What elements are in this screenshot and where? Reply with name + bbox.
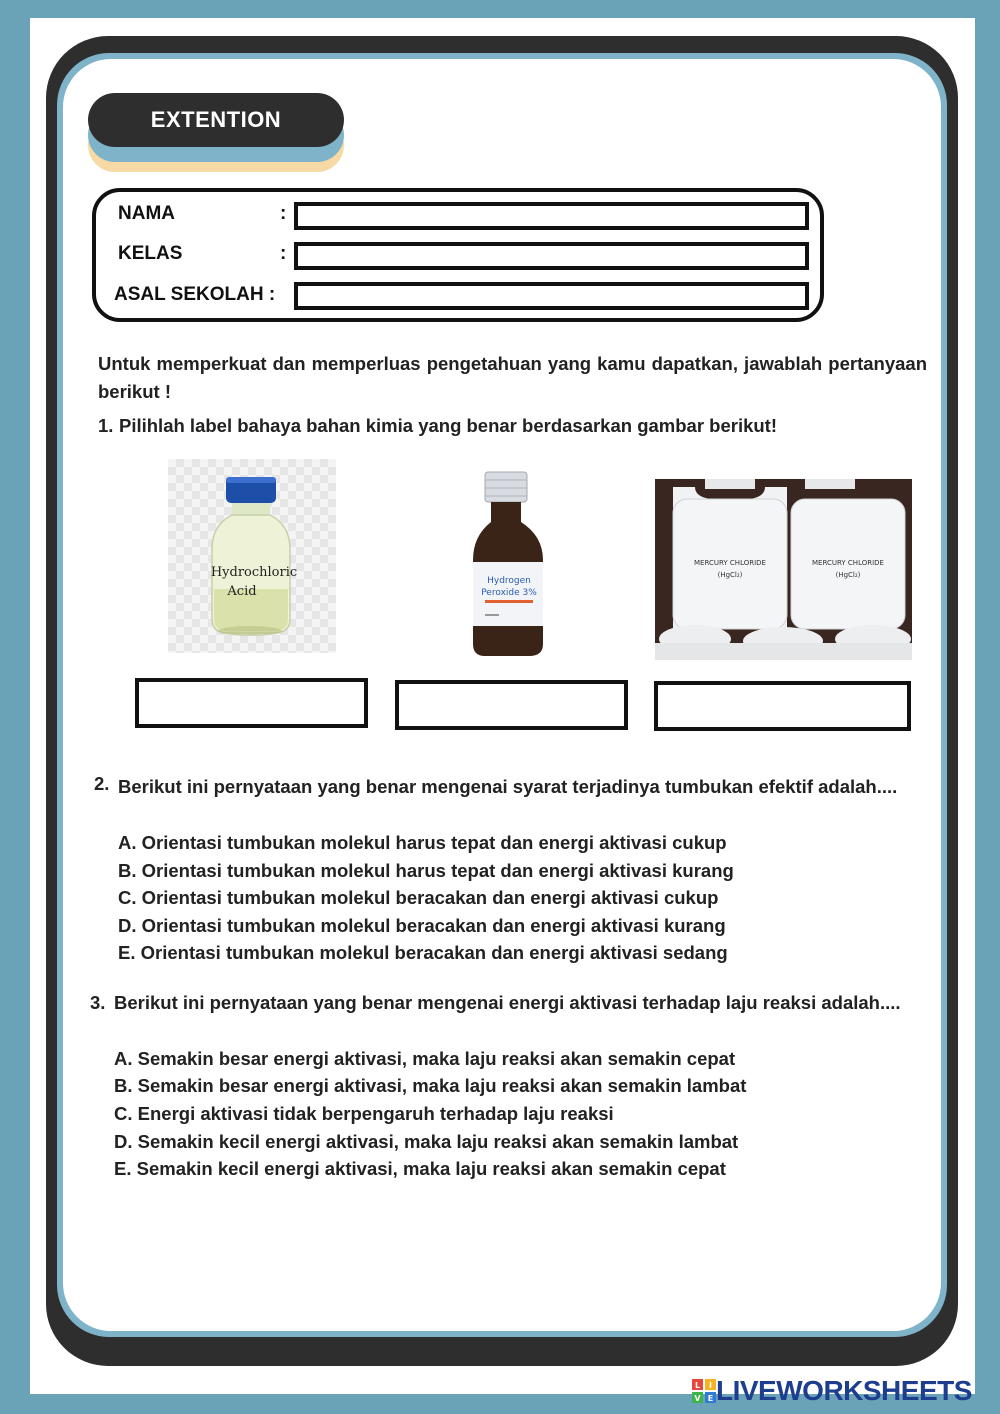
liveworksheets-logo (692, 1374, 972, 1408)
page-title: EXTENTION (88, 93, 344, 147)
q2-option-d[interactable]: D. Orientasi tumbukan molekul beracakan dan energi aktivasi kurang (118, 915, 726, 936)
hcl-label-line1: Hydrochloric (210, 565, 298, 580)
answer-box-peroxide[interactable] (395, 680, 628, 730)
answer-box-hydrochloric[interactable] (135, 678, 368, 728)
hg-label-left-line2: (HgCl₂) (717, 571, 743, 579)
q3-option-c[interactable]: C. Energi aktivasi tidak berpengaruh terhadap laju reaksi (114, 1103, 614, 1124)
school-label: ASAL SEKOLAH : (114, 284, 276, 305)
q3-option-e[interactable]: E. Semakin kecil energi aktivasi, maka laju reaksi akan semakin cepat (114, 1158, 726, 1179)
q2-option-a[interactable]: A. Orientasi tumbukan molekul harus tepat dan energi aktivasi cukup (118, 832, 727, 853)
q3-text: Berikut ini pernyataan yang benar mengenai energi aktivasi terhadap laju reaksi adalah.... (114, 992, 901, 1013)
name-field[interactable] (294, 202, 809, 230)
h2o2-label-line2: Peroxide 3% (481, 588, 537, 598)
hg-label-right-line2: (HgCl₂) (835, 571, 861, 579)
school-field[interactable] (294, 282, 809, 310)
q2-option-e[interactable]: E. Orientasi tumbukan molekul beracakan dan energi aktivasi sedang (118, 942, 728, 963)
h2o2-label-line1: Hydrogen (487, 576, 531, 586)
name-colon: : (280, 203, 287, 224)
liveworksheets-brand: LIVEWORKSHEETS (716, 1375, 972, 1406)
q2-option-b[interactable]: B. Orientasi tumbukan molekul harus tepat dan energi aktivasi kurang (118, 860, 734, 881)
hydrogen-peroxide-image (455, 468, 555, 662)
q3-number: 3. (90, 992, 106, 1013)
q1-text: Pilihlah label bahaya bahan kimia yang benar berdasarkan gambar berikut! (119, 415, 778, 436)
svg-text:E: E (707, 1394, 714, 1403)
q3-option-b[interactable]: B. Semakin besar energi aktivasi, maka laju reaksi akan semakin lambat (114, 1075, 747, 1096)
hcl-label-line2: Acid (227, 584, 257, 599)
name-label: NAMA (118, 203, 175, 224)
class-colon: : (280, 243, 287, 264)
q1-number: 1. (98, 415, 114, 436)
q2-text: Berikut ini pernyataan yang benar mengenai syarat terjadinya tumbukan efektif adalah.... (118, 776, 898, 797)
mercury-chloride-image (655, 479, 912, 660)
hg-label-left-line1: MERCURY CHLORIDE (694, 559, 766, 567)
class-label: KELAS (118, 243, 183, 264)
class-field[interactable] (294, 242, 809, 270)
q3-option-d[interactable]: D. Semakin kecil energi aktivasi, maka laju reaksi akan semakin lambat (114, 1131, 739, 1152)
answer-box-mercury[interactable] (654, 681, 911, 731)
liveworksheets-icon (692, 1379, 716, 1403)
svg-text:V: V (694, 1394, 701, 1403)
hg-label-right-line1: MERCURY CHLORIDE (812, 559, 884, 567)
intro-text: Untuk memperkuat dan memperluas pengetahuan yang kamu dapatkan, jawablah pertanyaan berikut ! (98, 353, 927, 402)
hydrochloric-acid-image (168, 459, 336, 653)
svg-text:I: I (709, 1381, 712, 1390)
q2-number: 2. (94, 773, 110, 794)
q2-option-c[interactable]: C. Orientasi tumbukan molekul beracakan dan energi aktivasi cukup (118, 887, 719, 908)
svg-text:L: L (694, 1381, 701, 1390)
q3-option-a[interactable]: A. Semakin besar energi aktivasi, maka laju reaksi akan semakin cepat (114, 1048, 736, 1069)
